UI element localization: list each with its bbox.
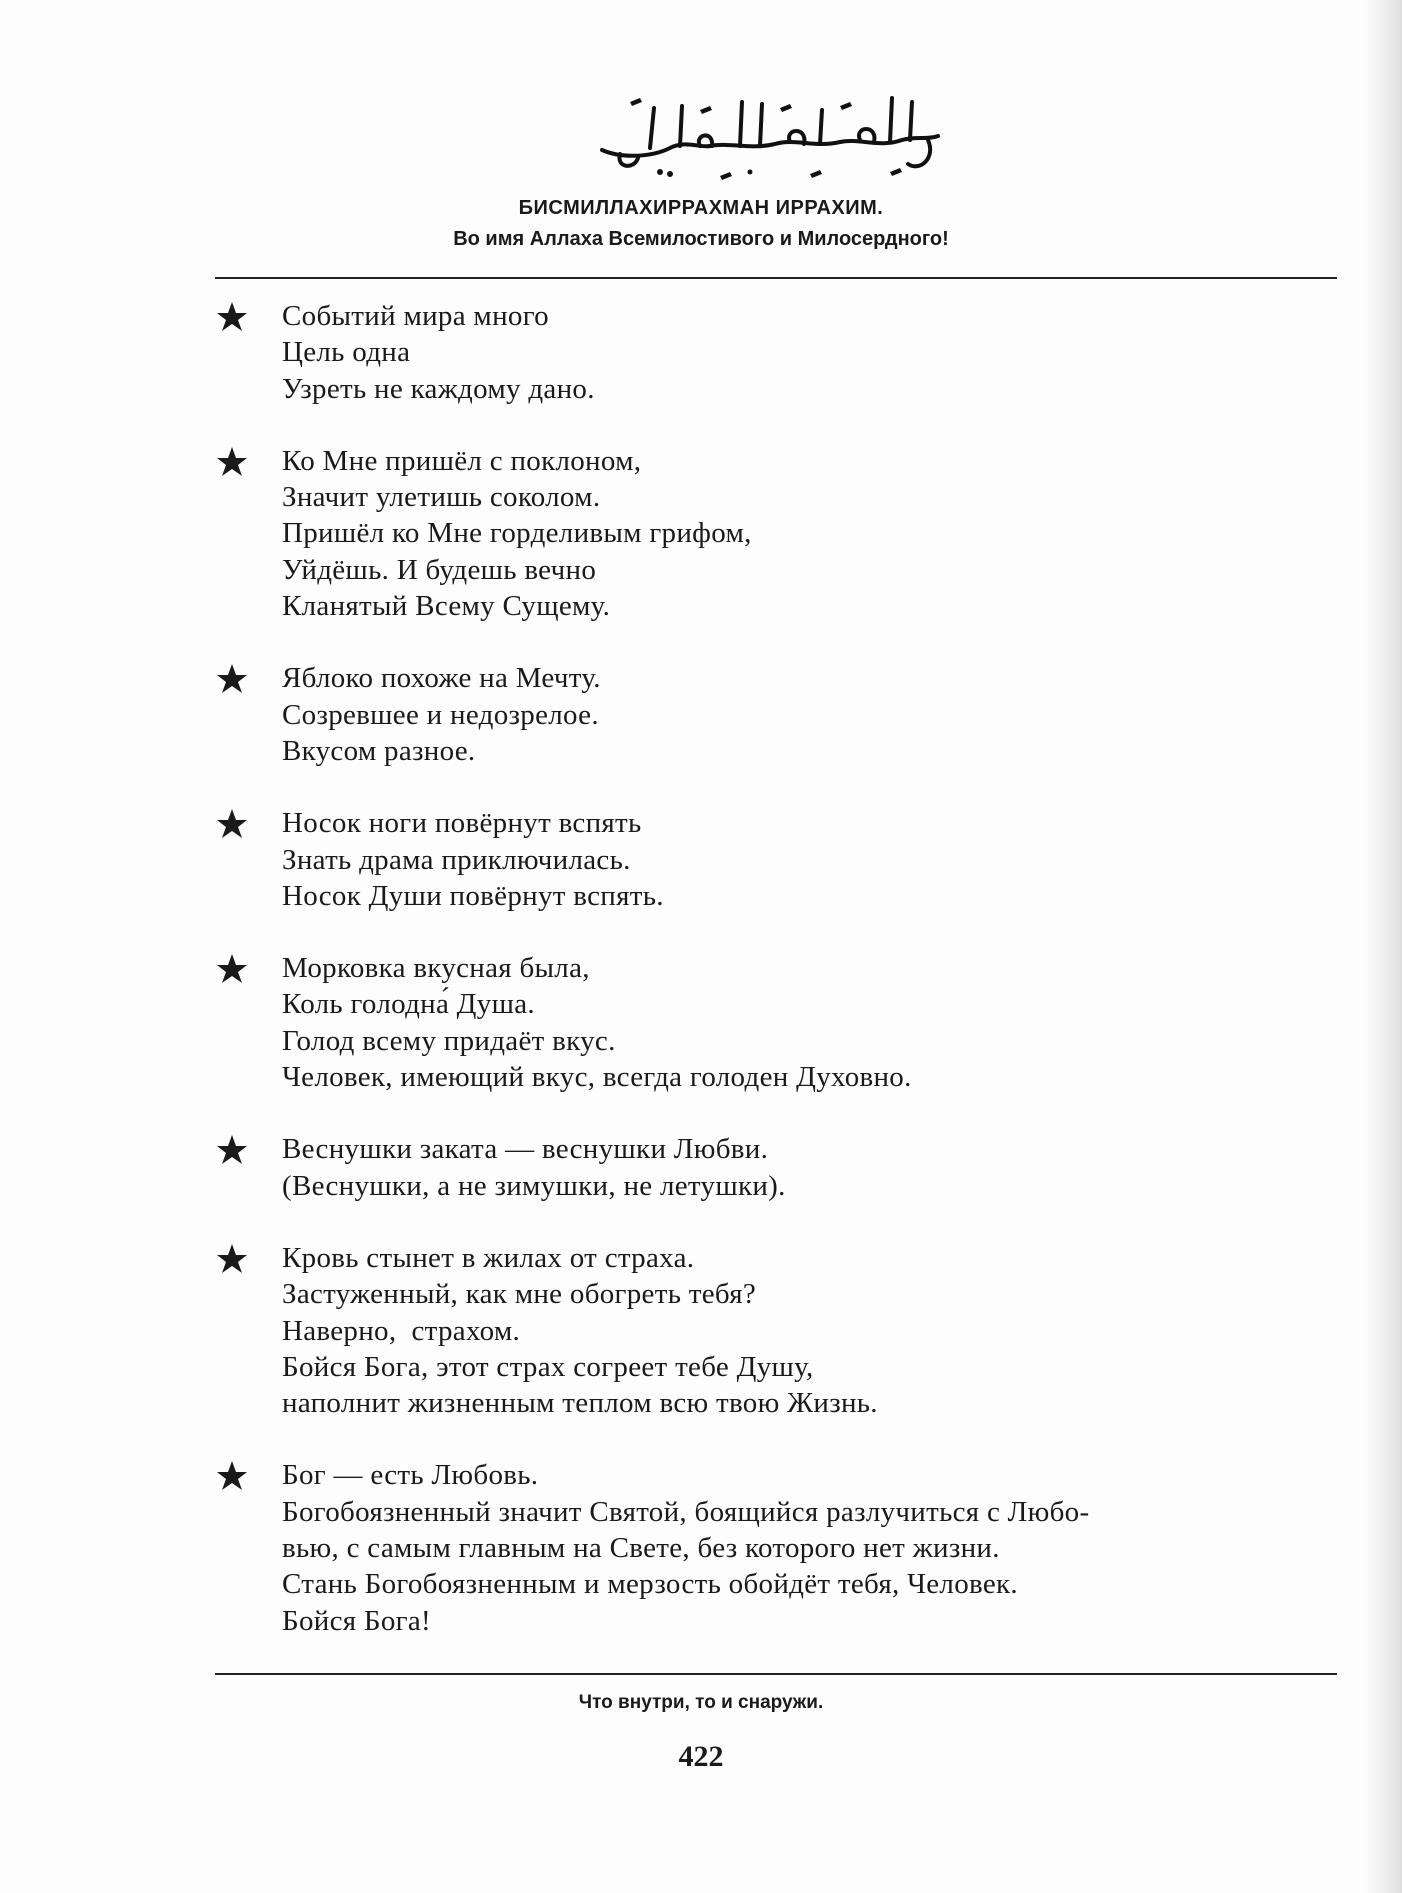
saying-line: Коль голодна́ Душа.	[282, 988, 535, 1021]
saying-line: Кровь стынет в жилах от страха.	[282, 1241, 695, 1274]
scan-edge-shade	[1362, 0, 1402, 1893]
top-divider	[215, 277, 1337, 279]
saying-line: Застуженный, как мне обогреть тебя?	[282, 1278, 757, 1311]
header-subtitle: Во имя Аллаха Всемилостивого и Милосердного!	[453, 228, 949, 250]
star-icon	[215, 952, 249, 986]
saying-line: Стань Богобоязненным и мерзость обойдёт тебя, Человек.	[282, 1568, 1018, 1601]
saying-line: Носок ноги повёрнут вспять	[282, 807, 642, 840]
saying-line: (Веснушки, а не зимушки, не летушки).	[282, 1169, 786, 1202]
star-icon	[215, 662, 249, 696]
saying-line: Пришёл ко Мне горделивым грифом,	[282, 517, 752, 550]
saying-line: Бойся Бога!	[282, 1604, 432, 1637]
saying-text	[282, 950, 1337, 1095]
saying-item	[215, 298, 1337, 407]
footer-motto: Что внутри, то и снаружи.	[578, 1692, 824, 1713]
saying-line: Бог — есть Любовь.	[282, 1459, 539, 1492]
saying-line: Носок Души повёрнут вспять.	[282, 879, 664, 912]
saying-item	[215, 443, 1337, 624]
saying-line: Человек, имеющий вкус, всегда голоден Духовно.	[282, 1061, 912, 1094]
star-icon	[215, 445, 249, 479]
saying-line: Ко Мне пришёл с поклоном,	[282, 444, 642, 477]
saying-item	[215, 1131, 1337, 1204]
saying-line: Кланятый Всему Сущему.	[282, 590, 611, 623]
saying-text	[282, 298, 1337, 407]
saying-line: вью, с самым главным на Свете, без которого нет жизни.	[282, 1532, 1000, 1565]
saying-line: Значит улетишь соколом.	[282, 481, 601, 514]
saying-line: Узреть не каждому дано.	[282, 372, 595, 405]
saying-line: Голод всему придаёт вкус.	[282, 1024, 616, 1057]
page-number: 422	[678, 1740, 724, 1773]
star-icon	[215, 300, 249, 334]
saying-line: Веснушки заката — веснушки Любви.	[282, 1133, 769, 1166]
saying-line: Знать драма приключилась.	[282, 843, 631, 876]
star-icon	[215, 1133, 249, 1167]
saying-text	[282, 1131, 1337, 1204]
saying-item	[215, 805, 1337, 914]
saying-line: Бойся Бога, этот страх согреет тебе Душу,	[282, 1350, 814, 1383]
saying-line: Яблоко похоже на Мечту.	[282, 662, 601, 695]
star-icon	[215, 807, 249, 841]
saying-text	[282, 660, 1337, 769]
star-icon	[215, 1242, 249, 1276]
saying-text	[282, 443, 1337, 624]
saying-item	[215, 660, 1337, 769]
saying-text	[282, 1457, 1337, 1638]
star-icon	[215, 1459, 249, 1493]
saying-line: Наверно, страхом.	[282, 1314, 521, 1347]
header-title: БИСМИЛЛАХИРРАХМАН ИРРАХИМ.	[518, 197, 884, 219]
saying-text	[282, 1240, 1337, 1421]
saying-line: Уйдёшь. И будешь вечно	[282, 553, 597, 586]
saying-line: Морковка вкусная была,	[282, 952, 590, 985]
saying-line: Цель одна	[282, 336, 411, 369]
saying-item	[215, 1457, 1337, 1638]
saying-line: Богобоязненный значит Святой, боящийся разлучиться с Любо-	[282, 1495, 1090, 1528]
saying-text	[282, 805, 1337, 914]
bottom-divider	[215, 1673, 1337, 1675]
saying-line: Событий мира много	[282, 300, 549, 332]
sayings-list	[215, 298, 1337, 1675]
saying-line: Вкусом разное.	[282, 734, 476, 767]
saying-item	[215, 950, 1337, 1095]
saying-item	[215, 1240, 1337, 1421]
bismillah-calligraphy-icon	[590, 88, 950, 188]
saying-line: Созревшее и недозрелое.	[282, 698, 599, 731]
saying-line: наполнит жизненным теплом всю твою Жизнь.	[282, 1387, 878, 1420]
